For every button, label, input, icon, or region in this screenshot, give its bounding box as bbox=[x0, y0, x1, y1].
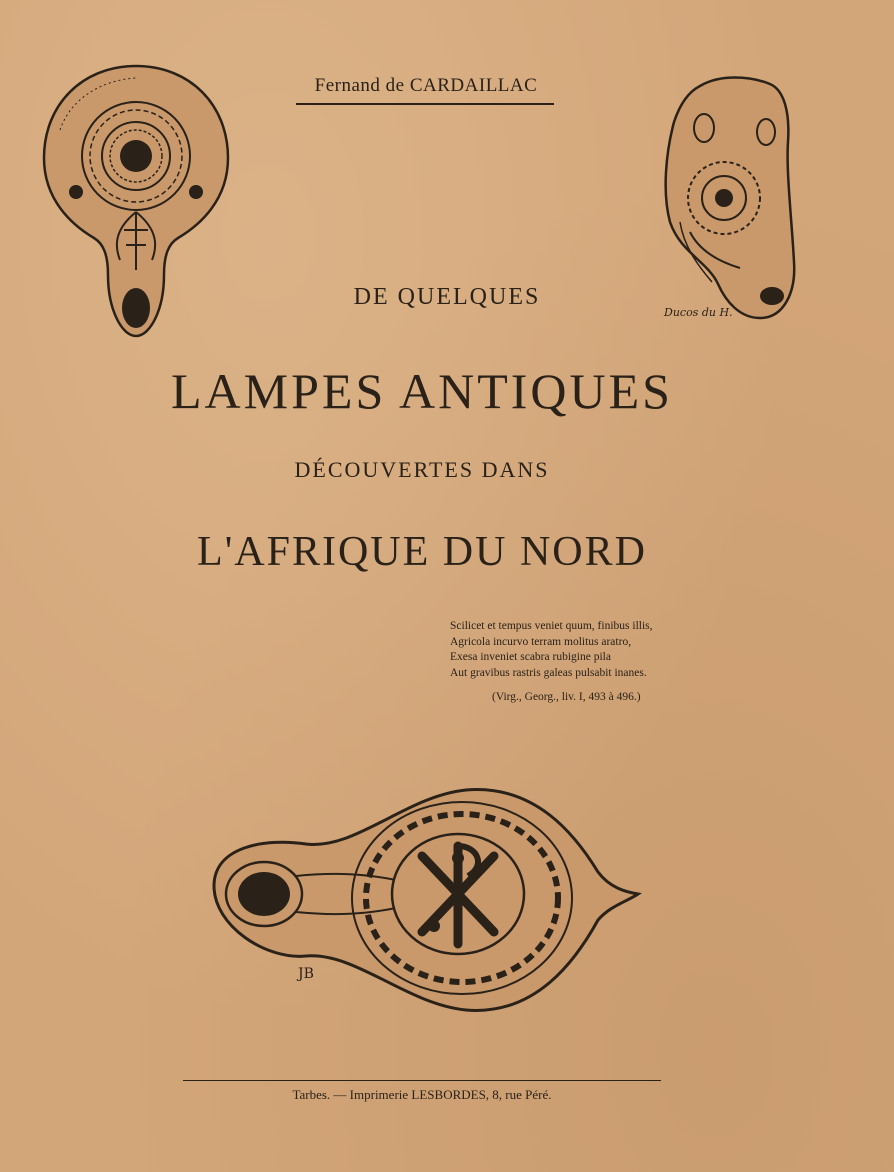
title-line-3: DÉCOUVERTES DANS bbox=[294, 457, 550, 482]
epigraph-line: Scilicet et tempus veniet quum, finibus illis, bbox=[450, 620, 653, 632]
printer-imprint: Tarbes. — Imprimerie LESBORDES, 8, rue Péré. bbox=[292, 1087, 552, 1102]
title-line-4: L'AFRIQUE DU NORD bbox=[197, 529, 647, 575]
footer-rule bbox=[183, 1080, 661, 1081]
epigraph bbox=[450, 619, 750, 681]
lamp-illustration-bottom bbox=[206, 776, 642, 1026]
title-main: LAMPES ANTIQUES bbox=[171, 363, 673, 419]
author-underline bbox=[296, 103, 554, 105]
epigraph-line: Agricola incurvo terram molitus aratro, bbox=[450, 635, 632, 648]
svg-text:JB: JB bbox=[298, 966, 314, 982]
title-line-1: DE QUELQUES bbox=[353, 284, 541, 310]
epigraph-line: Exesa inveniet scabra rubigine pila bbox=[450, 651, 611, 663]
illustrator-signature: Ducos du H. bbox=[664, 306, 733, 319]
epigraph-citation: (Virg., Georg., liv. I, 493 à 496.) bbox=[492, 691, 641, 703]
epigraph-line: Aut gravibus rastris galeas pulsabit inanes. bbox=[450, 666, 647, 679]
author-name: Fernand de CARDAILLAC bbox=[314, 75, 538, 96]
